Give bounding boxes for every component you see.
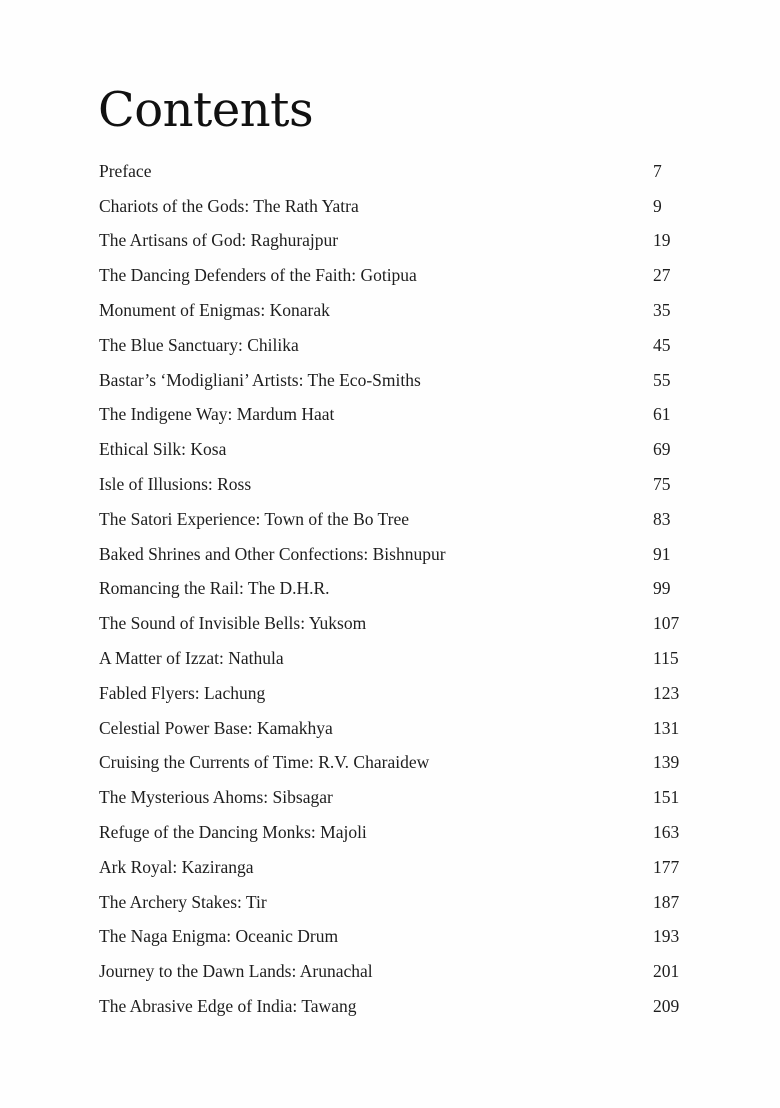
toc-entry-title: The Abrasive Edge of India: Tawang — [99, 996, 357, 1017]
toc-entry-title: Bastar’s ‘Modigliani’ Artists: The Eco-Smiths — [99, 369, 421, 390]
toc-entry — [99, 537, 689, 572]
toc-entry — [99, 258, 689, 293]
toc-entry-page: 209 — [653, 996, 680, 1017]
toc-entry — [99, 641, 689, 676]
toc-entry — [99, 572, 689, 607]
toc-entry-page: 19 — [653, 230, 671, 251]
toc-entry-title: The Sound of Invisible Bells: Yuksom — [99, 613, 367, 634]
toc-entry-page: 27 — [653, 265, 671, 286]
toc-entry-page: 139 — [653, 752, 680, 773]
toc-entry — [99, 850, 689, 885]
toc-entry — [99, 398, 689, 433]
toc-entry-page: 7 — [653, 160, 662, 181]
toc-entry — [99, 954, 689, 989]
toc-entry — [99, 432, 689, 467]
toc-entry — [99, 328, 689, 363]
toc-entry-title: Chariots of the Gods: The Rath Yatra — [99, 195, 359, 216]
toc-entry-page: 61 — [653, 404, 671, 425]
toc-entry-title: Baked Shrines and Other Confections: Bishnupur — [99, 543, 446, 564]
toc-entry-title: A Matter of Izzat: Nathula — [99, 648, 284, 669]
toc-entry-title: The Blue Sanctuary: Chilika — [99, 334, 299, 355]
toc-entry — [99, 293, 689, 328]
toc-entry-page: 177 — [653, 856, 680, 877]
toc-entry — [99, 676, 689, 711]
toc-entry — [99, 189, 689, 224]
toc-entry — [99, 885, 689, 920]
table-of-contents — [99, 154, 689, 1024]
toc-entry-title: Preface — [99, 160, 152, 181]
toc-entry — [99, 224, 689, 259]
toc-entry-title: Romancing the Rail: The D.H.R. — [99, 578, 330, 599]
toc-entry-page: 151 — [653, 787, 680, 808]
toc-entry-page: 115 — [653, 648, 679, 669]
toc-entry-title: The Mysterious Ahoms: Sibsagar — [99, 787, 333, 808]
toc-entry — [99, 363, 689, 398]
toc-entry — [99, 606, 689, 641]
toc-entry-page: 187 — [653, 891, 680, 912]
toc-entry-page: 35 — [653, 300, 671, 321]
toc-entry-title: Celestial Power Base: Kamakhya — [99, 717, 333, 738]
toc-entry-page: 193 — [653, 926, 680, 947]
toc-entry — [99, 467, 689, 502]
toc-entry-page: 69 — [653, 439, 671, 460]
toc-entry — [99, 815, 689, 850]
toc-entry-title: The Indigene Way: Mardum Haat — [99, 404, 335, 425]
toc-entry-title: The Naga Enigma: Oceanic Drum — [99, 926, 339, 947]
toc-entry-title: Monument of Enigmas: Konarak — [99, 300, 330, 321]
toc-entry-title: The Dancing Defenders of the Faith: Gotipua — [99, 265, 417, 286]
toc-entry-title: Journey to the Dawn Lands: Arunachal — [99, 961, 373, 982]
toc-entry-page: 91 — [653, 543, 671, 564]
toc-entry-page: 163 — [653, 822, 680, 843]
toc-entry-page: 55 — [653, 369, 671, 390]
toc-entry-title: The Artisans of God: Raghurajpur — [99, 230, 339, 251]
toc-entry-page: 75 — [653, 474, 671, 495]
toc-entry-page: 201 — [653, 961, 680, 982]
toc-entry — [99, 711, 689, 746]
toc-entry-page: 45 — [653, 334, 671, 355]
toc-entry — [99, 780, 689, 815]
toc-entry — [99, 502, 689, 537]
toc-entry-page: 9 — [653, 195, 662, 216]
page-title: Contents — [98, 82, 314, 138]
toc-entry-page: 123 — [653, 682, 680, 703]
toc-entry-title: Refuge of the Dancing Monks: Majoli — [99, 822, 367, 843]
toc-entry-page: 107 — [653, 613, 680, 634]
toc-entry-title: The Archery Stakes: Tir — [99, 891, 267, 912]
toc-entry-title: Fabled Flyers: Lachung — [99, 682, 266, 703]
toc-entry-page: 83 — [653, 508, 671, 529]
toc-entry-title: Cruising the Currents of Time: R.V. Charaidew — [99, 752, 430, 773]
toc-entry-page: 131 — [653, 717, 680, 738]
toc-entry-page: 99 — [653, 578, 671, 599]
toc-entry-title: Ark Royal: Kaziranga — [99, 856, 254, 877]
toc-entry-title: Ethical Silk: Kosa — [99, 439, 227, 460]
toc-entry-title: The Satori Experience: Town of the Bo Tree — [99, 508, 409, 529]
toc-entry-title: Isle of Illusions: Ross — [99, 474, 252, 495]
toc-entry — [99, 746, 689, 781]
toc-entry — [99, 920, 689, 955]
toc-entry — [99, 154, 689, 189]
toc-entry — [99, 989, 689, 1024]
